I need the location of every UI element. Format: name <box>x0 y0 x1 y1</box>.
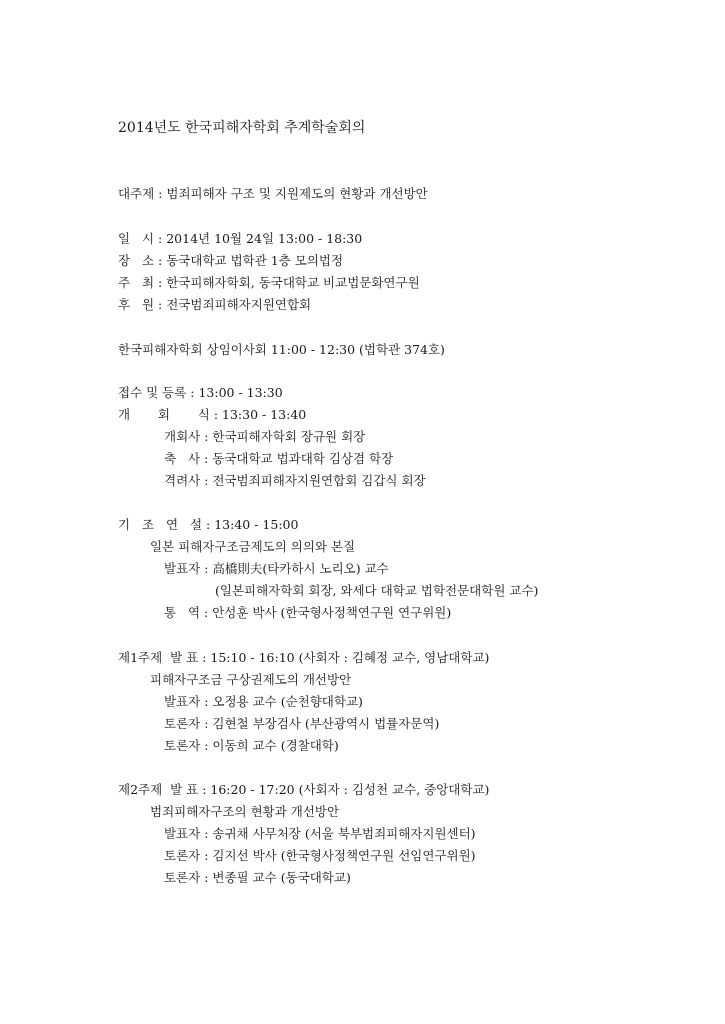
registration: 접수 및 등록 : 13:00 - 13:30 <box>118 385 283 400</box>
session1-header: 제1주제 발 표 : 15:10 - 16:10 (사회자 : 김혜정 교수, 영남대학교) <box>118 650 490 665</box>
session1-discussant-2: 토론자 : 이동희 교수 (경찰대학) <box>164 738 339 753</box>
session2-discussant-2: 토론자 : 변종필 교수 (동국대학교) <box>164 870 351 885</box>
info-date: 일 시 : 2014년 10월 24일 13:00 - 18:30 <box>118 231 363 246</box>
keynote-affiliation: (일본피해자학회 회장, 와세다 대학교 법학전문대학원 교수) <box>215 583 539 598</box>
session2-discussant-1: 토론자 : 김지선 박사 (한국형사정책연구원 선임연구위원) <box>164 848 476 863</box>
info-sponsor: 후 원 : 전국범죄피해자지원연합회 <box>118 297 312 312</box>
document-title: 2014년도 한국피해자학회 추계학술회의 <box>118 120 366 136</box>
main-theme: 대주제 : 범죄피해자 구조 및 지원제도의 현황과 개선방안 <box>118 186 428 201</box>
keynote-interpreter: 통 역 : 안성훈 박사 (한국형사정책연구원 연구위원) <box>164 605 452 620</box>
keynote-presenter: 발표자 : 高橋則夫(타카하시 노리오) 교수 <box>164 561 389 576</box>
session2-presenter: 발표자 : 송귀채 사무처장 (서울 북부범죄피해자지원센터) <box>164 826 476 841</box>
session1-discussant-1: 토론자 : 김현철 부장검사 (부산광역시 법률자문역) <box>164 716 440 731</box>
opening-speech: 개회사 : 한국피해자학회 장규원 회장 <box>164 429 366 444</box>
info-host: 주 최 : 한국피해자학회, 동국대학교 비교법문화연구원 <box>118 275 420 290</box>
session2-header: 제2주제 발 표 : 16:20 - 17:20 (사회자 : 김성천 교수, 중앙대학교) <box>118 782 490 797</box>
info-venue: 장 소 : 동국대학교 법학관 1층 모의법정 <box>118 253 344 268</box>
keynote-topic: 일본 피해자구조금제도의 의의와 본질 <box>150 539 356 554</box>
session1-topic: 피해자구조금 구상권제도의 개선방안 <box>150 672 352 687</box>
encouragement-speech: 격려사 : 전국범죄피해자지원연합회 김갑식 회장 <box>164 473 426 488</box>
session2-topic: 범죄피해자구조의 현황과 개선방안 <box>150 804 340 819</box>
session1-presenter: 발표자 : 오정용 교수 (순천향대학교) <box>164 694 363 709</box>
congratulatory-speech: 축 사 : 동국대학교 법과대학 김상겸 학장 <box>164 451 394 466</box>
keynote-header: 기 조 연 설 : 13:40 - 15:00 <box>118 517 299 532</box>
opening-header: 개 회 식 : 13:30 - 13:40 <box>118 407 307 422</box>
board-meeting: 한국피해자학회 상임이사회 11:00 - 12:30 (법학관 374호) <box>118 342 445 357</box>
